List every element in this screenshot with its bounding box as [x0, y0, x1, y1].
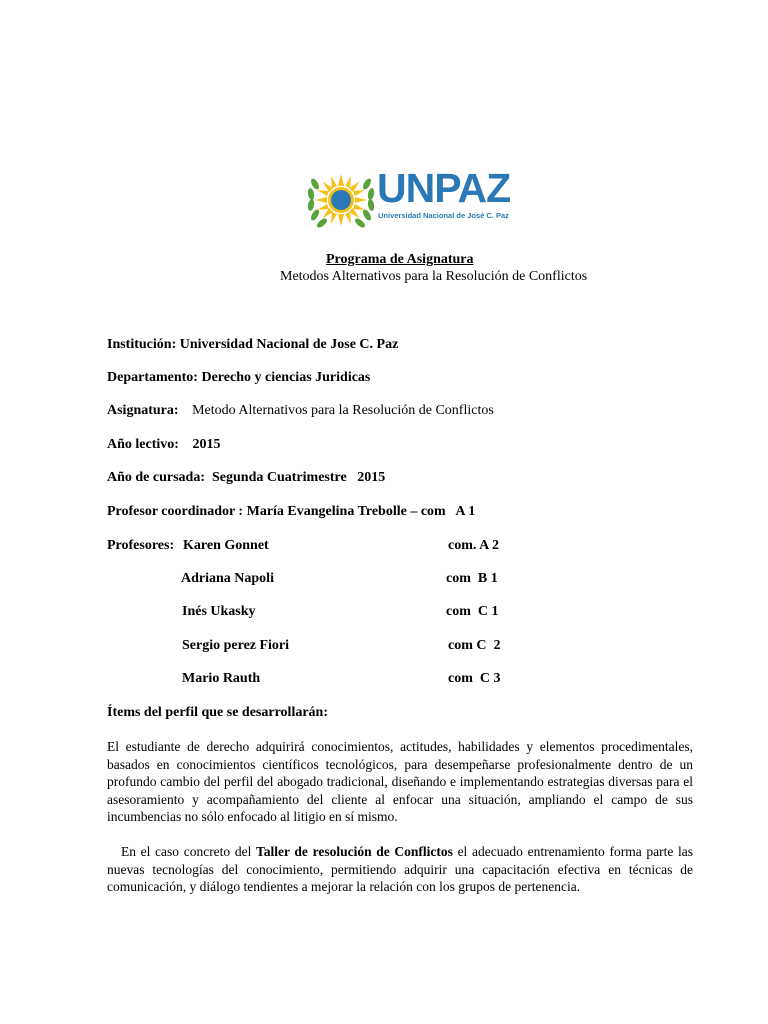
items-paragraph-1: El estudiante de derecho adquirirá conocimientos, actitudes, habilidades y elementos procedimentales, basados en conocimientos científicos tecnológicos, para desempeñarse profesionalmente dentro de un profundo cambio del perfil del abogado tradicional, diseñando e implementando estrategias diversas para el asesoramiento y acompañamiento del cliente al enfocar una situación, ampliando el campo de sus incumbencias no sólo enfocado al litigio en sí mismo.	[107, 739, 693, 824]
departamento-row	[107, 370, 370, 386]
anio-lectivo-row	[107, 437, 220, 453]
profesor-com: com C 1	[446, 604, 499, 619]
institucion-value: Universidad Nacional de Jose C. Paz	[179, 337, 399, 352]
document-subtitle: Metodos Alternativos para la Resolución de Conflictos	[280, 269, 588, 284]
profesor-com: com C 3	[448, 671, 501, 686]
taller-name: Taller de resolución de Conflictos	[256, 844, 453, 859]
departamento-value: Derecho y ciencias Juridicas	[201, 370, 371, 385]
profesor-name: Mario Rauth	[182, 671, 261, 686]
institucion-row	[107, 337, 398, 353]
logo-subtitle: Universidad Nacional de José C. Paz	[378, 211, 509, 220]
profesor-name: Sergio perez Fiori	[182, 638, 290, 653]
anio-lectivo-value: 2015	[192, 437, 221, 452]
coordinador-row	[107, 504, 475, 520]
unpaz-logo	[305, 164, 510, 236]
paragraph-2-intro: En el caso concreto del	[121, 844, 256, 859]
coordinador-label: Profesor coordinador :	[107, 504, 244, 519]
document-title: Programa de Asignatura	[326, 252, 474, 267]
profesor-com: com. A 2	[448, 538, 499, 553]
anio-cursada-label: Año de cursada:	[107, 470, 206, 485]
departamento-label: Departamento:	[107, 370, 198, 385]
profesor-com: com C 2	[448, 638, 501, 653]
profesor-name: Karen Gonnet	[183, 538, 269, 553]
logo-wordmark: UNPAZ	[377, 165, 511, 211]
items-paragraph-2	[107, 843, 693, 896]
anio-cursada-value: Segunda Cuatrimestre 2015	[212, 470, 386, 485]
institucion-label: Institución:	[107, 337, 177, 352]
asignatura-label: Asignatura:	[107, 403, 179, 418]
asignatura-row	[107, 403, 494, 419]
paragraph-2-rest: el adecuado entrenamiento forma parte las nuevas tecnologías del conocimiento, permitiendo adquirir una capacitación efectiva en técnicas de comunicación, y diálogo tendientes a mejorar la relación con los grupos de pertenencia.	[107, 844, 693, 894]
anio-cursada-row	[107, 470, 385, 486]
sun-laurel-icon	[305, 164, 377, 236]
asignatura-value: Metodo Alternativos para la Resolución de Conflictos	[192, 403, 494, 418]
items-heading: Ítems del perfil que se desarrollarán:	[107, 705, 328, 720]
profesor-name: Inés Ukasky	[182, 604, 256, 619]
anio-lectivo-label: Año lectivo:	[107, 437, 179, 452]
profesores-label: Profesores:	[107, 538, 175, 553]
profesor-name: Adriana Napoli	[181, 571, 274, 586]
coordinador-value: María Evangelina Trebolle – com A 1	[246, 504, 476, 519]
profesor-com: com B 1	[446, 571, 498, 586]
